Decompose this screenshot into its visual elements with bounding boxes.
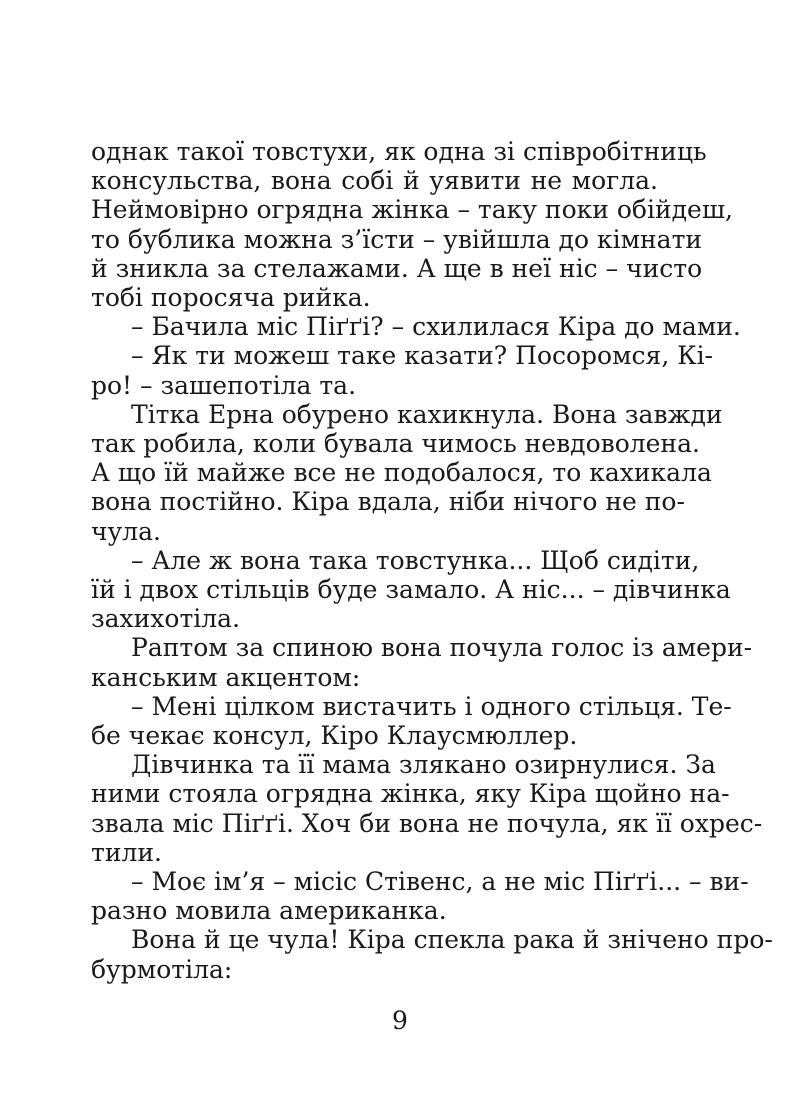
text-line: бе чекає консул, Кіро Клаусмюллер. (91, 721, 578, 750)
text-line: то бублика можна з’їсти – увійшла до кімнати (91, 224, 703, 254)
page-number: 9 (392, 1006, 408, 1035)
text-line: – Моє ім’я – місіс Стівенс, а не міс Піґґі... – ви- (131, 867, 749, 896)
text-line: захихотіла. (91, 604, 241, 634)
text-line: тили. (91, 837, 162, 867)
text-line: – Бачила міс Піґґі? – схилилася Кіра до мами. (131, 312, 741, 342)
text-line: Вона й це чула! Кіра спекла рака й знічено про- (131, 925, 773, 955)
text-line: разно мовила американка. (91, 896, 447, 926)
text-line: ними стояла огрядна жінка, яку Кіра щойно на- (91, 779, 730, 809)
text-line: канським акцентом: (91, 662, 361, 692)
text-line: – Як ти можеш таке казати? Посоромся, Кі- (131, 341, 714, 371)
text-line: тобі поросяча рийка. (91, 283, 371, 312)
text-line: Раптом за спиною вона почула голос із амери- (131, 633, 753, 663)
text-line: А що їй майже все не подобалося, то кахикала (91, 458, 712, 488)
text-line: чула. (91, 516, 161, 546)
text-line: вона постійно. Кіра вдала, ніби нічого не по- (91, 487, 685, 517)
text-line: ро! – зашепотіла та. (91, 370, 357, 400)
text-line: й зникла за стелажами. А ще в неї ніс – чисто (91, 253, 703, 283)
text-line: Дівчинка та її мама злякано озирнулися. За (131, 750, 716, 780)
text-line: бурмотіла: (91, 954, 233, 984)
text-line: – Але ж вона така товстунка... Щоб сидіти, (131, 545, 700, 575)
text-line: – Мені цілком вистачить і одного стільця. Те- (131, 691, 732, 721)
text-line: їй і двох стільців буде замало. А ніс... – дівчинка (91, 575, 731, 604)
text-line: консульства, вона собі й уявити не могла. (91, 166, 658, 196)
text-line: звала міс Піґґі. Хоч би вона не почула, як її охрес- (91, 808, 763, 838)
text-line: Тітка Ерна обурено кахикнула. Вона завжди (131, 399, 723, 429)
text-line: однак такої товстухи, як одна зі співробітниць (91, 137, 707, 166)
text-line: так робила, коли бувала чимось невдоволена. (91, 429, 700, 458)
text-line: Неймовірно огрядна жінка – таку поки обійдеш, (91, 195, 734, 225)
